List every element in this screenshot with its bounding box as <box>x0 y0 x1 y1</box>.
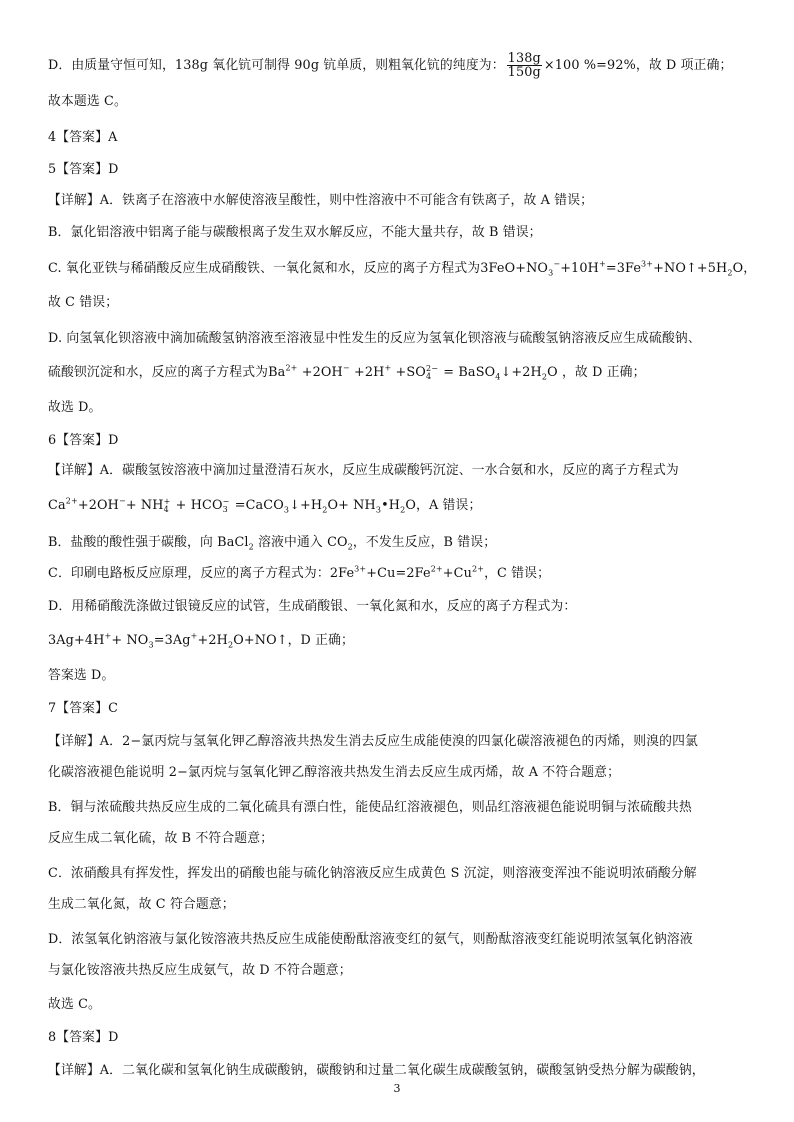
text: +Cu <box>442 566 472 581</box>
text: +10H <box>560 261 599 276</box>
sulfate-scripts <box>426 365 438 381</box>
answer-6-option-d-equation <box>48 632 354 650</box>
answer-6-option-a-equation <box>48 497 481 515</box>
text: O，A 错误； <box>405 498 482 513</box>
text: =3Fe <box>605 261 642 276</box>
purity-fraction <box>507 52 542 79</box>
text: C．印刷电路板反应原理，反应的离子方程式为：2Fe <box>48 566 355 581</box>
answer-6-heading: 6【答案】D <box>48 433 119 448</box>
text: +2H <box>197 633 228 648</box>
text: +2OH <box>77 498 119 513</box>
text: O+ NH <box>327 498 376 513</box>
answer-5-heading: 5【答案】D <box>48 162 119 177</box>
superscript: − <box>553 259 561 269</box>
answer-3-option-d <box>48 52 732 79</box>
text: =CaCO <box>230 498 284 513</box>
text: 溶液中通入 CO <box>253 535 348 550</box>
text: O+NO↑，D 正确； <box>233 633 354 648</box>
subscript: 2 <box>541 372 548 382</box>
superscript: 2+ <box>430 564 443 574</box>
superscript: 2+ <box>472 564 485 574</box>
superscript: + <box>104 631 112 641</box>
subscript: 2 <box>248 542 254 552</box>
subscript: 3 <box>283 505 290 515</box>
text: +2H <box>349 365 385 380</box>
superscript: − <box>342 363 350 373</box>
subscript: 3 <box>148 640 154 650</box>
superscript: 2+ <box>285 363 298 373</box>
text: + NH <box>125 498 164 513</box>
answer-7-option-b: B．铜与浓硫酸共热反应生成的二氧化硫具有漂白性，能使品红溶液褪色，则品红溶液褪色能说明铜与浓硫酸共热 <box>48 800 692 815</box>
answer-4-heading: 4【答案】A <box>48 130 118 145</box>
bicarbonate-scripts <box>223 498 230 514</box>
text: +SO <box>391 365 426 380</box>
answer-6-option-a: 【详解】A．碳酸氢铵溶液中滴加过量澄清石灰水，反应生成碳酸钙沉淀、一水合氨和水，反应的离子方程式为 <box>48 463 679 478</box>
answer-3-conclusion: 故本题选 C。 <box>48 94 127 109</box>
superscript: − <box>222 496 230 506</box>
subscript: 4 <box>425 371 432 381</box>
text: +NO↑+5H <box>653 261 728 276</box>
answer-5-option-c <box>48 260 756 278</box>
answer-5-conclusion: 故选 D。 <box>48 400 102 415</box>
answer-5-option-a: 【详解】A．铁离子在溶液中水解使溶液呈酸性，则中性溶液中不可能含有铁离子，故 A 错误； <box>48 193 594 208</box>
subscript: 4 <box>495 372 501 382</box>
text: 3Ag+4H <box>48 633 105 648</box>
text: + HCO <box>171 498 223 513</box>
subscript: 2 <box>727 268 733 278</box>
superscript: − <box>118 496 126 506</box>
text: ↓+H <box>289 498 323 513</box>
text: O， <box>732 261 757 276</box>
answer-8-heading: 8【答案】D <box>48 1030 119 1045</box>
text: ×100 %=92%，故 D 项正确； <box>543 58 733 73</box>
answer-5-option-c-cont: 故 C 错误； <box>48 295 119 310</box>
superscript: 2− <box>425 363 439 373</box>
subscript: 2 <box>347 542 353 552</box>
answer-7-option-d: D．浓氢氧化钠溶液与氯化铵溶液共热反应生成能使酚酞溶液变红的氨气，则酚酞溶液变红能说明浓氢氧化钠溶液 <box>48 932 693 947</box>
answer-7-option-b-cont: 反应生成二氧化硫，故 B 不符合题意； <box>48 831 274 846</box>
answer-6-option-b <box>48 534 496 552</box>
text: •H <box>381 498 401 513</box>
fraction-denominator: 150g <box>507 65 541 80</box>
text: 硫酸钡沉淀和水，反应的离子方程式为Ba <box>48 365 286 380</box>
subscript: 4 <box>163 504 169 514</box>
answer-5-option-d-equation <box>48 364 646 382</box>
subscript: 3 <box>548 268 554 278</box>
answer-7-option-d-cont: 与氯化铵溶液共热反应生成氨气，故 D 不符合题意； <box>48 963 352 978</box>
text: = BaSO <box>439 365 496 380</box>
subscript: 3 <box>375 505 382 515</box>
superscript: 3+ <box>641 259 654 269</box>
answer-6-conclusion: 答案选 D。 <box>48 668 115 683</box>
text: ，C 错误； <box>484 566 551 581</box>
superscript: + <box>163 496 171 506</box>
text: =3Ag <box>153 633 191 648</box>
text: ，不发生反应，B 错误； <box>352 535 497 550</box>
superscript: + <box>598 259 606 269</box>
superscript: + <box>190 631 198 641</box>
answer-6-option-d: D．用稀硝酸洗涤做过银镜反应的试管，生成硝酸银、一氧化氮和水，反应的离子方程式为： <box>48 599 577 614</box>
text: D．由质量守恒可知，138g 氧化钪可制得 90g 钪单质，则粗氧化钪的纯度为： <box>48 58 505 73</box>
superscript: 2+ <box>65 496 78 506</box>
page-number: 3 <box>393 1082 401 1095</box>
text: B．盐酸的酸性强于碳酸，向 BaCl <box>48 535 249 550</box>
text: Ca <box>48 498 66 513</box>
text: ↓+2H <box>500 365 542 380</box>
fraction-numerator: 138g <box>507 51 541 66</box>
answer-7-option-a: 【详解】A．2−氯丙烷与氢氧化钾乙醇溶液共热发生消去反应生成能使溴的四氯化碳溶液褪色的丙烯，则溴的四氯 <box>48 734 699 749</box>
ammonium-scripts <box>164 498 171 514</box>
answer-7-option-a-cont: 化碳溶液褪色能说明 2−氯丙烷与氢氧化钾乙醇溶液共热发生消去反应生成丙烯，故 A 不符合题意； <box>48 765 621 780</box>
answer-5-option-b: B．氯化铝溶液中铝离子能与碳酸根离子发生双水解反应，不能大量共存，故 B 错误； <box>48 225 542 240</box>
text: +Cu=2Fe <box>366 566 431 581</box>
superscript: + <box>384 363 392 373</box>
answer-7-conclusion: 故选 C。 <box>48 997 101 1012</box>
answer-7-heading: 7【答案】C <box>48 701 119 716</box>
answer-7-option-c-cont: 生成二氧化氮，故 C 符合题意； <box>48 897 235 912</box>
answer-7-option-c: C．浓硝酸具有挥发性，挥发出的硝酸也能与硫化钠溶液反应生成黄色 S 沉淀，则溶液变浑浊不能说明浓硝酸分解 <box>48 866 697 881</box>
text: + NO <box>111 633 149 648</box>
subscript: 2 <box>400 505 406 515</box>
text: O ，故 D 正确； <box>547 365 646 380</box>
answer-5-option-d: D. 向氢氧化钡溶液中滴加硫酸氢钠溶液至溶液显中性发生的反应为氢氧化钡溶液与硫酸氢钠溶液反应生成硫酸钠、 <box>48 331 701 346</box>
subscript: 3 <box>222 504 228 514</box>
subscript: 2 <box>322 505 328 515</box>
text: +2OH <box>297 365 343 380</box>
subscript: 2 <box>227 640 234 650</box>
text: C. 氧化亚铁与稀硝酸反应生成硝酸铁、一氧化氮和水，反应的离子方程式为3FeO+NO <box>48 261 549 276</box>
answer-6-option-c <box>48 565 550 583</box>
answer-8-option-a: 【详解】A．二氧化碳和氢氧化钠生成碳酸钠，碳酸钠和过量二氧化碳生成碳酸氢钠，碳酸氢钠受热分解为碳酸钠， <box>48 1063 705 1078</box>
superscript: 3+ <box>354 564 367 574</box>
